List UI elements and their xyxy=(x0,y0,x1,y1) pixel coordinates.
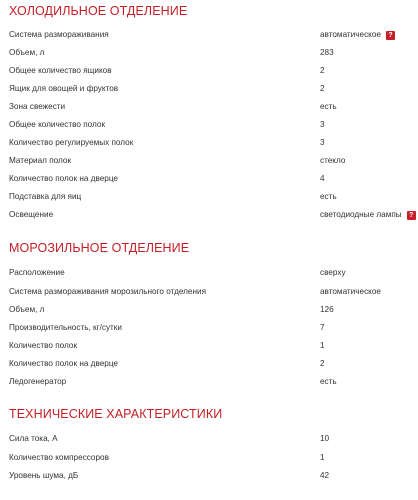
spec-value-text: автоматическое xyxy=(320,30,381,39)
spec-label: Материал полок xyxy=(9,156,72,165)
section-title-technical: ТЕХНИЧЕСКИЕ ХАРАКТЕРИСТИКИ xyxy=(9,407,223,421)
spec-value: 126 xyxy=(320,305,334,314)
spec-label: Система размораживания xyxy=(9,30,109,39)
spec-row xyxy=(0,134,418,152)
spec-row xyxy=(0,301,418,319)
spec-label: Общее количество полок xyxy=(9,120,106,129)
spec-value: 10 xyxy=(320,434,330,443)
spec-label: Производительность, кг/сутки xyxy=(9,323,122,332)
spec-label: Объем, л xyxy=(9,305,45,314)
spec-value: 42 xyxy=(320,471,330,480)
spec-row xyxy=(0,319,418,337)
section-title-freezer: МОРОЗИЛЬНОЕ ОТДЕЛЕНИЕ xyxy=(9,241,190,255)
spec-label: Количество полок на дверце xyxy=(9,174,118,183)
spec-label: Количество полок xyxy=(9,341,78,350)
spec-label: Система размораживания морозильного отделения xyxy=(9,287,207,296)
spec-row xyxy=(0,188,418,206)
spec-label: Сила тока, А xyxy=(9,434,58,443)
spec-label: Расположение xyxy=(9,268,65,277)
spec-label: Освещение xyxy=(9,210,54,219)
spec-value: стекло xyxy=(320,156,346,165)
spec-value: 4 xyxy=(320,174,325,183)
spec-row xyxy=(0,355,418,373)
spec-value: сверху xyxy=(320,268,346,277)
spec-row xyxy=(0,26,418,44)
spec-row xyxy=(0,264,418,282)
spec-value: есть xyxy=(320,102,337,111)
spec-row xyxy=(0,430,418,448)
spec-value: 2 xyxy=(320,359,325,368)
spec-label: Зона свежести xyxy=(9,102,66,111)
spec-row xyxy=(0,337,418,355)
spec-value: 3 xyxy=(320,138,325,147)
spec-row xyxy=(0,152,418,170)
help-icon[interactable]: ? xyxy=(407,211,416,220)
spec-label: Общее количество ящиков xyxy=(9,66,112,75)
spec-row xyxy=(0,206,418,224)
spec-label: Количество полок на дверце xyxy=(9,359,118,368)
spec-value: 1 xyxy=(320,453,325,462)
spec-value: 1 xyxy=(320,341,325,350)
spec-label: Количество регулируемых полок xyxy=(9,138,134,147)
spec-label: Количество компрессоров xyxy=(9,453,109,462)
help-icon[interactable]: ? xyxy=(386,31,395,40)
spec-value: 7 xyxy=(320,323,325,332)
spec-value xyxy=(320,26,395,44)
spec-value: 2 xyxy=(320,66,325,75)
spec-value: 3 xyxy=(320,120,325,129)
spec-label: Ящик для овощей и фруктов xyxy=(9,84,119,93)
spec-row xyxy=(0,98,418,116)
spec-label: Уровень шума, дБ xyxy=(9,471,79,480)
spec-row xyxy=(0,283,418,301)
section-title-fridge: ХОЛОДИЛЬНОЕ ОТДЕЛЕНИЕ xyxy=(9,4,188,18)
spec-value-text: светодиодные лампы xyxy=(320,210,402,219)
spec-row xyxy=(0,449,418,467)
spec-value xyxy=(320,206,416,224)
spec-label: Ледогенератор xyxy=(9,377,67,386)
spec-value: 2 xyxy=(320,84,325,93)
spec-label: Объем, л xyxy=(9,48,45,57)
spec-row xyxy=(0,62,418,80)
spec-label: Подставка для яиц xyxy=(9,192,82,201)
spec-value: автоматическое xyxy=(320,287,381,296)
spec-row xyxy=(0,44,418,62)
spec-row xyxy=(0,116,418,134)
spec-row xyxy=(0,467,418,485)
spec-value: есть xyxy=(320,377,337,386)
spec-value: есть xyxy=(320,192,337,201)
spec-row xyxy=(0,170,418,188)
spec-value: 283 xyxy=(320,48,334,57)
spec-row xyxy=(0,373,418,391)
spec-row xyxy=(0,80,418,98)
